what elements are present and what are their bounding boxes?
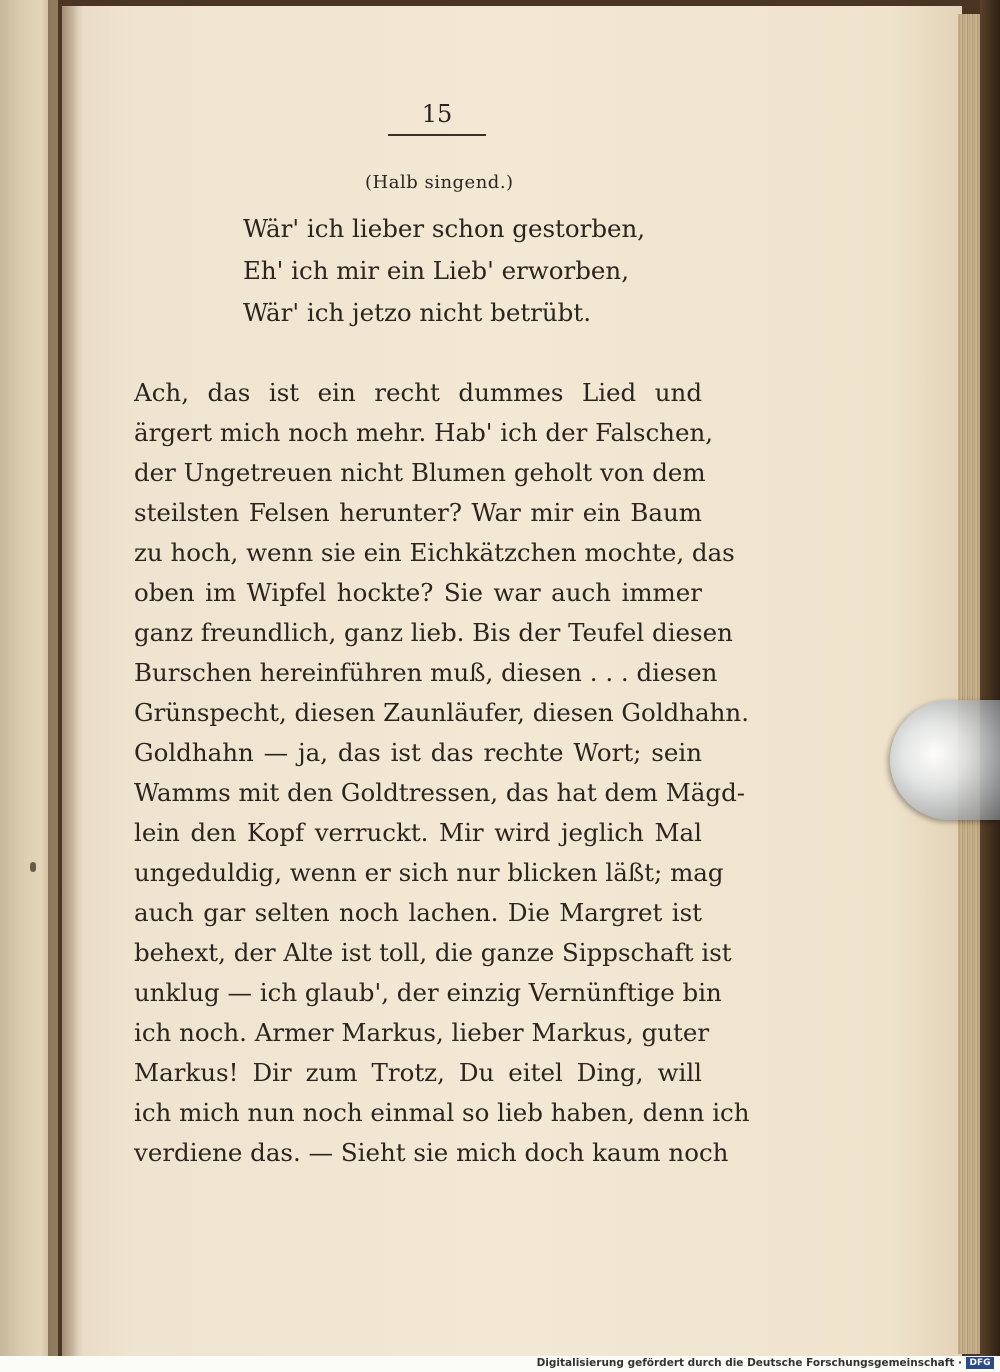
prose-line: oben im Wipfel hockte? Sie war auch immer (134, 578, 702, 607)
dfg-logo: DFG (966, 1357, 994, 1369)
verse-line: Wär' ich lieber schon gestorben, (243, 214, 646, 243)
prose-line: zu hoch, wenn sie ein Eichkätzchen mochte, das (134, 538, 735, 567)
prose-line: behext, der Alte ist toll, die ganze Sippschaft ist (134, 938, 732, 967)
prose-line: verdiene das. — Sieht sie mich doch kaum noch (134, 1138, 729, 1167)
prose-line: ich mich nun noch einmal so lieb haben, denn ich (134, 1098, 750, 1127)
prose-line: Grünspecht, diesen Zaunläufer, diesen Goldhahn. (134, 698, 749, 727)
footer-credit: Digitalisierung gefördert durch die Deutsche Forschungsgemeinschaft · (536, 1357, 962, 1369)
verse-line: Eh' ich mir ein Lieb' erworben, (243, 256, 629, 285)
prose-line: auch gar selten noch lachen. Die Margret ist (134, 898, 702, 927)
prose-line: ungeduldig, wenn er sich nur blicken läßt; mag (134, 858, 724, 887)
header-rule (388, 134, 486, 136)
prose-line: ganz freundlich, ganz lieb. Bis der Teufel diesen (134, 618, 733, 647)
glass-page-clip (890, 700, 1000, 820)
paper-stain (30, 862, 36, 872)
book-cover-edge (980, 0, 1000, 1372)
page-gutter (62, 6, 84, 1358)
prose-line: Markus! Dir zum Trotz, Du eitel Ding, will (134, 1058, 702, 1087)
prose-line: lein den Kopf verruckt. Mir wird jeglich Mal (134, 818, 702, 847)
prose-line: Goldhahn — ja, das ist das rechte Wort; sein (134, 738, 702, 767)
prose-line: Wamms mit den Goldtressen, das hat dem Mägd- (134, 778, 746, 807)
prose-line: unklug — ich glaub', der einzig Vernünftige bin (134, 978, 722, 1007)
verse-line: Wär' ich jetzo nicht betrübt. (243, 298, 591, 327)
prose-line: steilsten Felsen herunter? War mir ein Baum (134, 498, 702, 527)
prose-line: Ach, das ist ein recht dummes Lied und (134, 378, 702, 407)
prose-line: ärgert mich noch mehr. Hab' ich der Falschen, (134, 418, 714, 447)
prose-line: Burschen hereinführen muß, diesen . . . diesen (134, 658, 718, 687)
page-number: 15 (421, 100, 453, 128)
page-stack-edges (958, 14, 982, 1354)
prose-line: ich noch. Armer Markus, lieber Markus, guter (134, 1018, 710, 1047)
prose-line: der Ungetreuen nicht Blumen geholt von dem (134, 458, 706, 487)
stage-direction: (Halb singend.) (365, 172, 514, 193)
